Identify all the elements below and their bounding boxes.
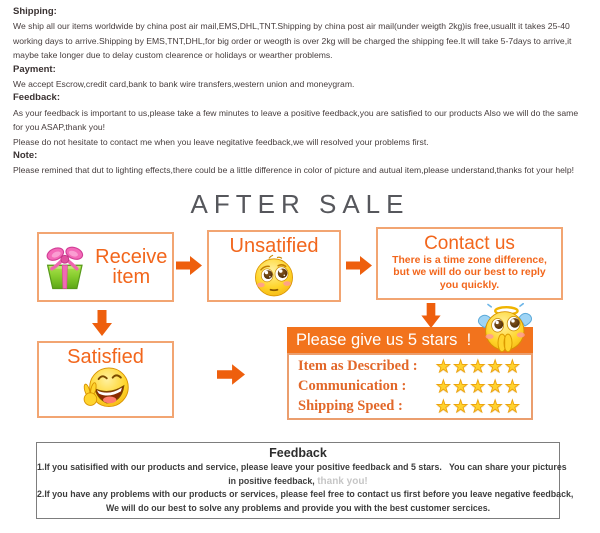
note-heading: Note:	[13, 150, 38, 162]
contact-us-title: Contact us	[424, 233, 515, 254]
receive-item-label: Receive item	[95, 245, 168, 288]
page-title: AFTER SALE	[190, 189, 410, 219]
note-line: Please remined that dut to lighting effects,there could be a little difference in color of picture and autual item,please understand,thanks fot your help!	[13, 165, 575, 176]
shipping-line: maybe take longer due to delay custom clearence or holidays or wearther problems.	[13, 50, 333, 61]
feedback-line: for you ASAP,thank you!	[13, 122, 106, 133]
arrow-right-icon	[346, 256, 372, 275]
feedback-box-title: Feedback	[269, 446, 327, 460]
five-star-icons: ★★★★★	[435, 376, 522, 396]
shipping-line: We ship all our items worldwide by china post air mail,EMS,DHL,TNT.Shipping by china post air mail(under weigth 2kg)is free,usuallt it takes 25-40	[13, 21, 570, 32]
arrow-down-icon	[421, 303, 441, 328]
contact-us-box	[376, 227, 563, 300]
satisfied-box	[37, 341, 174, 418]
rating-label: Shipping Speed :	[298, 397, 403, 414]
feedback-line: As your feedback is important to us,please take a few minutes to leave a positive feedback,you are satisfied to our products Also we will do the same	[13, 107, 579, 118]
five-stars-banner: Please give us 5 stars !	[287, 327, 533, 353]
feedback-line2-text: in positive feedback,	[228, 475, 315, 486]
arrow-right-icon	[176, 256, 202, 275]
happy-emoji-icon	[74, 365, 138, 411]
rating-label: Item as Described :	[298, 358, 418, 375]
rating-row-item-as-described	[298, 358, 522, 375]
angel-emoji-icon	[472, 303, 536, 354]
shipping-line: working days to arrive.Shipping by EMS,TNT,DHL,for big order or weogth is over 2kg will be charged the shipping fee.It will take 5-7days to arrive,it	[13, 35, 572, 46]
rating-label: Communication :	[298, 377, 407, 394]
feedback-line: Please do not hesitate to contact me when you leave negitative feedback,we will resolved your problems first.	[13, 136, 429, 147]
feedback-box-line	[37, 475, 559, 489]
feedback-box-line: 1.If you satisified with our products and service, please leave your positive feedback and 5 stars. You can share your pictures	[37, 462, 567, 472]
five-star-icons: ★★★★★	[435, 357, 522, 377]
thank-you-text: thank you!	[317, 475, 368, 487]
feedback-box-line: We will do our best to solve any problems and provide you with the best customer sercices.	[105, 502, 491, 513]
arrow-down-icon	[92, 310, 112, 336]
shipping-heading: Shipping:	[13, 6, 57, 17]
contact-us-text: There is a time zone difference, but we will do our best to reply you quickly.	[392, 255, 547, 291]
feedback-box	[36, 442, 574, 519]
feedback-box-line: 2.If you have any problems with our products or services, please feel free to contact us first before you leave negative feedback,	[37, 489, 574, 500]
feedback-heading: Feedback:	[13, 92, 60, 104]
five-star-icons: ★★★★★	[435, 396, 522, 416]
ratings-panel	[287, 353, 533, 420]
gift-icon	[39, 241, 91, 293]
sad-emoji-icon	[251, 254, 297, 298]
receive-item-box	[37, 232, 174, 302]
rating-row-shipping-speed	[298, 398, 522, 415]
seller-info-text	[13, 5, 595, 178]
arrow-right-icon	[217, 364, 245, 385]
unsatisfied-box	[207, 230, 341, 302]
unsatisfied-label: Unsatified	[229, 235, 319, 257]
rating-row-communication	[298, 378, 522, 395]
payment-line: We accept Escrow,credit card,bank to bank wire transfers,western union and moneygram.	[13, 79, 355, 90]
payment-heading: Payment:	[13, 63, 56, 75]
satisfied-label: Satisfied	[67, 346, 144, 368]
